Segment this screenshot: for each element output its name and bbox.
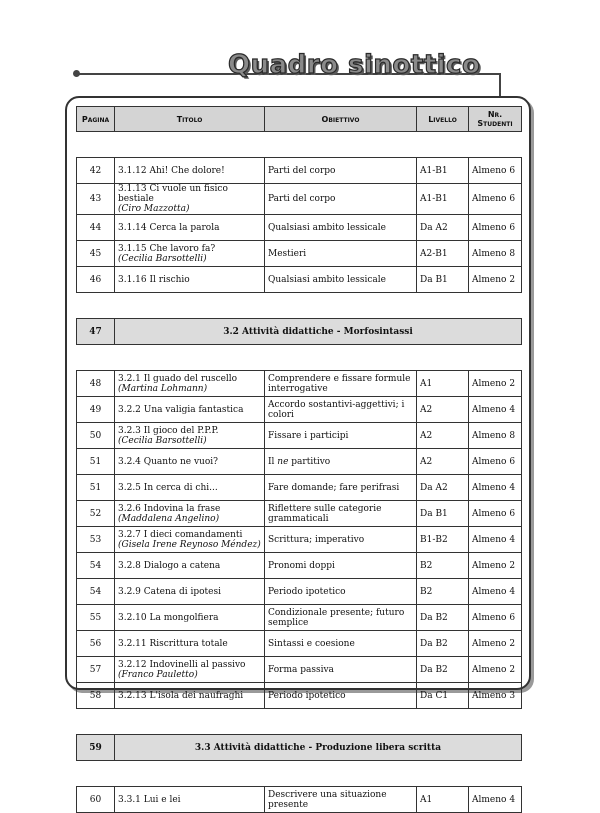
section-row-morfosintassi bbox=[77, 319, 522, 345]
objective-suffix: partitivo bbox=[288, 456, 331, 467]
cell-page: 51 bbox=[77, 475, 115, 501]
cell-students: Almeno 4 bbox=[469, 787, 522, 813]
cell-students: Almeno 2 bbox=[469, 371, 522, 397]
cell-students: Almeno 8 bbox=[469, 241, 522, 267]
cell-level: Da B2 bbox=[417, 657, 469, 683]
section-page: 59 bbox=[77, 735, 115, 761]
cell-page: 51 bbox=[77, 449, 115, 475]
cell-page: 55 bbox=[77, 605, 115, 631]
activity-author: (Franco Pauletto) bbox=[118, 669, 198, 680]
objective-emphasis: ne bbox=[277, 456, 289, 467]
cell-objective: Periodo ipotetico bbox=[265, 579, 417, 605]
cell-title bbox=[115, 184, 265, 215]
cell-level: Da B1 bbox=[417, 267, 469, 293]
activity-title: 3.1.15 Che lavoro fa? bbox=[118, 243, 216, 254]
activity-title: 3.2.9 Catena di ipotesi bbox=[118, 586, 221, 597]
table-row bbox=[77, 579, 522, 605]
cell-level: A1 bbox=[417, 371, 469, 397]
cell-title bbox=[115, 241, 265, 267]
cell-level: A2 bbox=[417, 423, 469, 449]
cell-level: A1 bbox=[417, 787, 469, 813]
cell-page: 53 bbox=[77, 527, 115, 553]
activity-title: 3.2.1 Il guado del ruscello bbox=[118, 373, 238, 384]
cell-title bbox=[115, 371, 265, 397]
cell-title bbox=[115, 423, 265, 449]
cell-level: A1-B1 bbox=[417, 184, 469, 215]
section-row-produzione-scritta bbox=[77, 735, 522, 761]
cell-objective: Qualsiasi ambito lessicale bbox=[265, 215, 417, 241]
activity-author: (Cecilia Barsottelli) bbox=[118, 435, 207, 446]
cell-students: Almeno 6 bbox=[469, 501, 522, 527]
cell-page: 58 bbox=[77, 683, 115, 709]
activity-title: 3.2.6 Indovina la frase bbox=[118, 503, 221, 514]
col-header-objective: Obiettivo bbox=[265, 107, 417, 132]
table-row bbox=[77, 371, 522, 397]
cell-title bbox=[115, 267, 265, 293]
cell-title bbox=[115, 475, 265, 501]
cell-page: 45 bbox=[77, 241, 115, 267]
section-title: 3.2 Attività didattiche - Morfosintassi bbox=[115, 319, 522, 345]
cell-title bbox=[115, 501, 265, 527]
cell-title bbox=[115, 553, 265, 579]
cell-objective: Descrivere una situazione presente bbox=[265, 787, 417, 813]
activity-author: (Martina Lohmann) bbox=[118, 383, 208, 394]
activity-title: 3.2.13 L'isola dei naufraghi bbox=[118, 690, 244, 701]
table-row bbox=[77, 683, 522, 709]
cell-objective bbox=[265, 449, 417, 475]
cell-level: Da B2 bbox=[417, 631, 469, 657]
cell-title bbox=[115, 527, 265, 553]
cell-objective: Periodo ipotetico bbox=[265, 683, 417, 709]
table-row bbox=[77, 631, 522, 657]
table-row bbox=[77, 527, 522, 553]
table-row bbox=[77, 397, 522, 423]
cell-title bbox=[115, 683, 265, 709]
cell-students: Almeno 2 bbox=[469, 267, 522, 293]
activity-author: (Maddalena Angelino) bbox=[118, 513, 220, 524]
section-title: 3.3 Attività didattiche - Produzione libera scritta bbox=[115, 735, 522, 761]
table-row bbox=[77, 267, 522, 293]
cell-page: 50 bbox=[77, 423, 115, 449]
activity-title: 3.2.8 Dialogo a catena bbox=[118, 560, 221, 571]
objective-prefix: Il bbox=[268, 456, 278, 467]
cell-level: B2 bbox=[417, 579, 469, 605]
cell-title bbox=[115, 449, 265, 475]
table-row bbox=[77, 449, 522, 475]
cell-level: A2 bbox=[417, 449, 469, 475]
col-header-title: Titolo bbox=[115, 107, 265, 132]
col-header-level: Livello bbox=[417, 107, 469, 132]
table-row bbox=[77, 241, 522, 267]
cell-page: 46 bbox=[77, 267, 115, 293]
cell-students: Almeno 8 bbox=[469, 423, 522, 449]
cell-objective: Sintassi e coesione bbox=[265, 631, 417, 657]
cell-objective: Fare domande; fare perifrasi bbox=[265, 475, 417, 501]
cell-title bbox=[115, 579, 265, 605]
cell-objective: Scrittura; imperativo bbox=[265, 527, 417, 553]
cell-objective: Riflettere sulle categorie grammaticali bbox=[265, 501, 417, 527]
cell-level: Da A2 bbox=[417, 475, 469, 501]
cell-students: Almeno 6 bbox=[469, 215, 522, 241]
table-row bbox=[77, 475, 522, 501]
table-row bbox=[77, 787, 522, 813]
cell-students: Almeno 2 bbox=[469, 631, 522, 657]
cell-title bbox=[115, 158, 265, 184]
col-header-students-line1: Nr. bbox=[487, 110, 503, 119]
cell-page: 54 bbox=[77, 553, 115, 579]
activity-title: 3.2.2 Una valigia fantastica bbox=[118, 404, 244, 415]
activity-title: 3.2.11 Riscrittura totale bbox=[118, 638, 228, 649]
cell-students: Almeno 6 bbox=[469, 449, 522, 475]
cell-objective: Qualsiasi ambito lessicale bbox=[265, 267, 417, 293]
cell-page: 60 bbox=[77, 787, 115, 813]
cell-objective: Mestieri bbox=[265, 241, 417, 267]
cell-objective: Condizionale presente; futuro semplice bbox=[265, 605, 417, 631]
cell-title bbox=[115, 397, 265, 423]
cell-level: A2 bbox=[417, 397, 469, 423]
cell-page: 42 bbox=[77, 158, 115, 184]
cell-objective: Fissare i participi bbox=[265, 423, 417, 449]
cell-students: Almeno 6 bbox=[469, 158, 522, 184]
cell-objective: Forma passiva bbox=[265, 657, 417, 683]
cell-level: A2-B1 bbox=[417, 241, 469, 267]
cell-students: Almeno 2 bbox=[469, 553, 522, 579]
activity-title: 3.1.16 Il rischio bbox=[118, 274, 190, 285]
cell-page: 43 bbox=[77, 184, 115, 215]
activity-title: 3.1.14 Cerca la parola bbox=[118, 222, 220, 233]
cell-page: 56 bbox=[77, 631, 115, 657]
cell-title bbox=[115, 787, 265, 813]
table-row bbox=[77, 184, 522, 215]
col-header-page: Pagina bbox=[77, 107, 115, 132]
cell-level: B1-B2 bbox=[417, 527, 469, 553]
col-header-students-line2: Studenti bbox=[477, 119, 513, 128]
table-row bbox=[77, 158, 522, 184]
cell-level: Da B1 bbox=[417, 501, 469, 527]
page-title: Quadro sinottico bbox=[228, 50, 481, 80]
activity-title: 3.3.1 Lui e lei bbox=[118, 794, 181, 805]
cell-objective: Parti del corpo bbox=[265, 158, 417, 184]
cell-students: Almeno 6 bbox=[469, 605, 522, 631]
cell-title bbox=[115, 657, 265, 683]
cell-students: Almeno 3 bbox=[469, 683, 522, 709]
cell-page: 52 bbox=[77, 501, 115, 527]
activity-title: 3.2.4 Quanto ne vuoi? bbox=[118, 456, 218, 467]
cell-title bbox=[115, 605, 265, 631]
cell-level: Da B2 bbox=[417, 605, 469, 631]
cell-students: Almeno 4 bbox=[469, 579, 522, 605]
cell-students: Almeno 6 bbox=[469, 184, 522, 215]
col-header-students bbox=[469, 107, 522, 132]
cell-objective: Parti del corpo bbox=[265, 184, 417, 215]
cell-level: A1-B1 bbox=[417, 158, 469, 184]
cell-page: 48 bbox=[77, 371, 115, 397]
table-row bbox=[77, 605, 522, 631]
cell-objective: Accordo sostantivi-aggettivi; i colori bbox=[265, 397, 417, 423]
cell-page: 44 bbox=[77, 215, 115, 241]
table-row bbox=[77, 553, 522, 579]
cell-students: Almeno 2 bbox=[469, 657, 522, 683]
cell-title bbox=[115, 215, 265, 241]
cell-students: Almeno 4 bbox=[469, 397, 522, 423]
table-row bbox=[77, 501, 522, 527]
activity-title: 3.1.13 Ci vuole un fisico bestiale bbox=[118, 184, 228, 204]
table-row bbox=[77, 215, 522, 241]
cell-objective: Comprendere e fissare formule interrogative bbox=[265, 371, 417, 397]
activity-title: 3.1.12 Ahi! Che dolore! bbox=[118, 165, 225, 176]
header-row bbox=[77, 107, 522, 132]
activity-title: 3.2.3 Il gioco del P.P.P. bbox=[118, 425, 219, 436]
activity-title: 3.2.5 In cerca di chi... bbox=[118, 482, 218, 493]
section-page: 47 bbox=[77, 319, 115, 345]
cell-level: B2 bbox=[417, 553, 469, 579]
activity-title: 3.2.7 I dieci comandamenti bbox=[118, 529, 243, 540]
table-row bbox=[77, 423, 522, 449]
cell-level: Da A2 bbox=[417, 215, 469, 241]
table-row bbox=[77, 657, 522, 683]
activity-title: 3.2.12 Indovinelli al passivo bbox=[118, 659, 246, 670]
activity-title: 3.2.10 La mongolfiera bbox=[118, 612, 219, 623]
cell-students: Almeno 4 bbox=[469, 527, 522, 553]
cell-objective: Pronomi doppi bbox=[265, 553, 417, 579]
activity-author: (Cecilia Barsottelli) bbox=[118, 253, 207, 264]
cell-level: Da C1 bbox=[417, 683, 469, 709]
activity-author: (Gisela Irene Reynoso Méndez) bbox=[118, 539, 261, 550]
synoptic-table bbox=[76, 106, 522, 813]
cell-page: 54 bbox=[77, 579, 115, 605]
cell-students: Almeno 4 bbox=[469, 475, 522, 501]
cell-page: 49 bbox=[77, 397, 115, 423]
activity-author: (Ciro Mazzotta) bbox=[118, 204, 190, 214]
cell-title bbox=[115, 631, 265, 657]
cell-page: 57 bbox=[77, 657, 115, 683]
title-rule-tick bbox=[499, 73, 501, 97]
